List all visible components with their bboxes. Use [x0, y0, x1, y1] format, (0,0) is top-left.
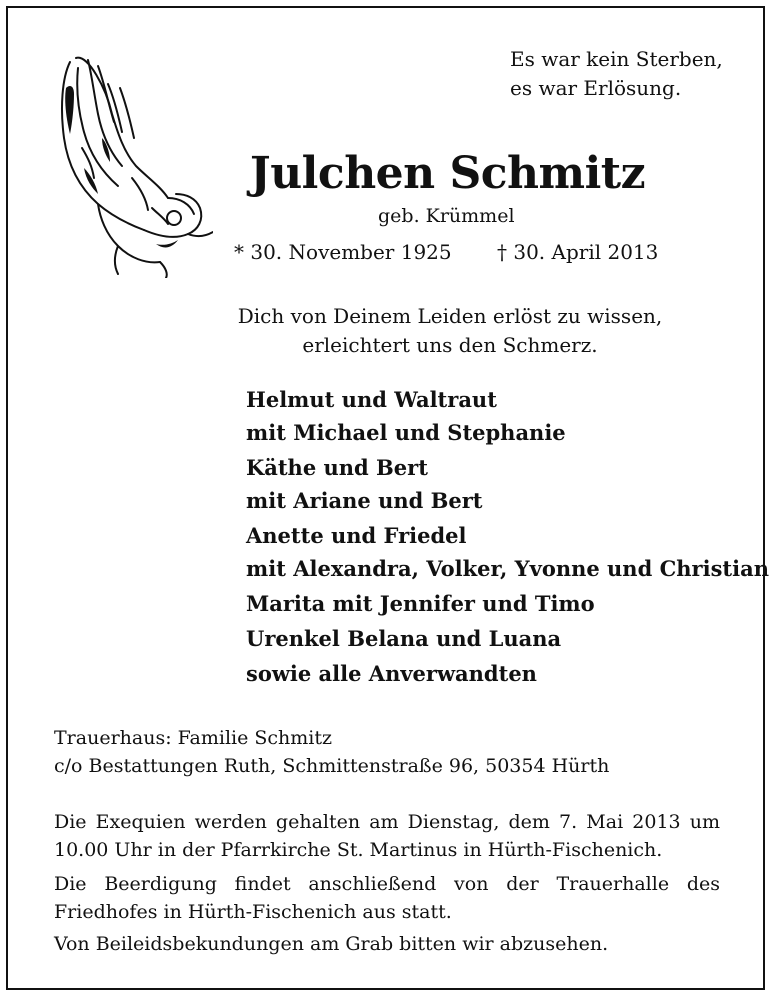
house-line: Trauerhaus: Familie Schmitz — [54, 727, 333, 749]
verse-line: Dich von Deinem Leiden erlöst zu wissen, — [237, 304, 663, 328]
mourner-line: Urenkel Belana und Luana — [246, 626, 562, 651]
mourner-line: sowie alle Anverwandten — [246, 661, 537, 686]
mourner-line: Anette und Friedel — [246, 523, 467, 548]
birth-name: geb. Krümmel — [378, 205, 515, 227]
burial-text: Die Beerdigung findet anschließend von der Trauerhalle des Friedhofes in Hürth-Fischenich aus statt. — [54, 873, 720, 923]
exequies-text: Die Exequien werden gehalten am Dienstag, dem 7. Mai 2013 um 10.00 Uhr in der Pfarrkirche St. Martinus in Hürth-Fischenich. — [54, 811, 720, 861]
deceased-name — [0, 148, 775, 199]
birth-date: * 30. November 1925 — [234, 240, 452, 264]
death-date: † 30. April 2013 — [497, 240, 659, 264]
mourner-line: Helmut und Waltraut — [246, 387, 497, 412]
verse-line: erleichtert uns den Schmerz. — [302, 333, 598, 357]
mourning-house — [54, 724, 609, 780]
verse — [0, 302, 775, 360]
mourners-list — [246, 383, 769, 690]
house-line: c/o Bestattungen Ruth, Schmittenstraße 96, 50354 Hürth — [54, 755, 610, 777]
quote-line: es war Erlösung. — [510, 76, 682, 100]
condolences-text: Von Beileidsbekundungen am Grab bitten wir abzusehen. — [54, 933, 609, 955]
mourner-line: mit Michael und Stephanie — [246, 420, 566, 445]
opening-quote — [510, 45, 723, 103]
quote-line: Es war kein Sterben, — [510, 47, 723, 71]
mourner-line: mit Alexandra, Volker, Yvonne und Christian — [246, 556, 769, 581]
mourner-line: Marita mit Jennifer und Timo — [246, 591, 595, 616]
mourner-line: mit Ariane und Bert — [246, 488, 483, 513]
mourner-line: Käthe und Bert — [246, 455, 428, 480]
deceased-name-text: Julchen Schmitz — [249, 148, 646, 199]
